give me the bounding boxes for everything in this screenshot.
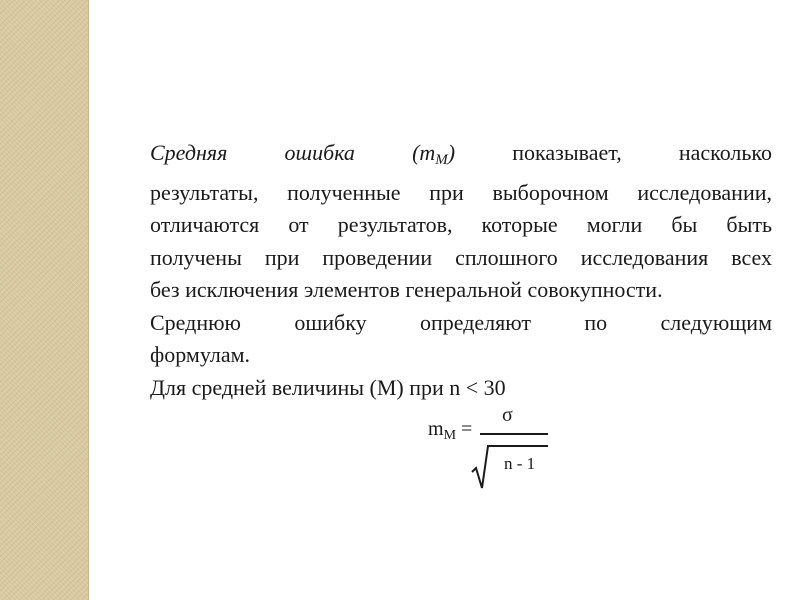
term-mean-error: Средняя ошибка $(m_M)$ bbox=[150, 140, 456, 168]
paragraph2-line2: формулам. bbox=[150, 342, 251, 367]
text-block bbox=[150, 137, 772, 404]
paragraph2-line1: Среднюю ошибку определяют по следующим bbox=[150, 309, 772, 335]
formula-denominator: n - 1 bbox=[504, 454, 536, 473]
paragraph1-line1: Средняя ошибка $(m_M)$ показывает, насколько bbox=[150, 140, 773, 168]
paragraph1-line4: получены при проведении сплошного исследования всех bbox=[150, 244, 772, 270]
paragraph1-line3: отличаются от результатов, которые могли бы быть bbox=[150, 212, 772, 237]
paragraph-mean-value-condition bbox=[150, 372, 772, 405]
formula-numerator-sigma: σ bbox=[502, 404, 513, 426]
paragraph-formulas-intro bbox=[150, 307, 772, 372]
formula-mean-error bbox=[428, 404, 568, 494]
fraction-bar bbox=[480, 433, 548, 435]
formula-lhs: $m_M$ = bbox=[428, 418, 473, 443]
paragraph3-line1: Для средней величины (М) при n < 30 bbox=[150, 374, 506, 400]
decorative-side-bar bbox=[0, 0, 89, 600]
paragraph-mean-error-definition bbox=[150, 137, 772, 307]
paragraph1-line5: без исключения элементов генеральной совокупности. bbox=[150, 277, 663, 302]
paragraph1-line2: результаты, полученные при выборочном исследовании, bbox=[150, 179, 772, 205]
